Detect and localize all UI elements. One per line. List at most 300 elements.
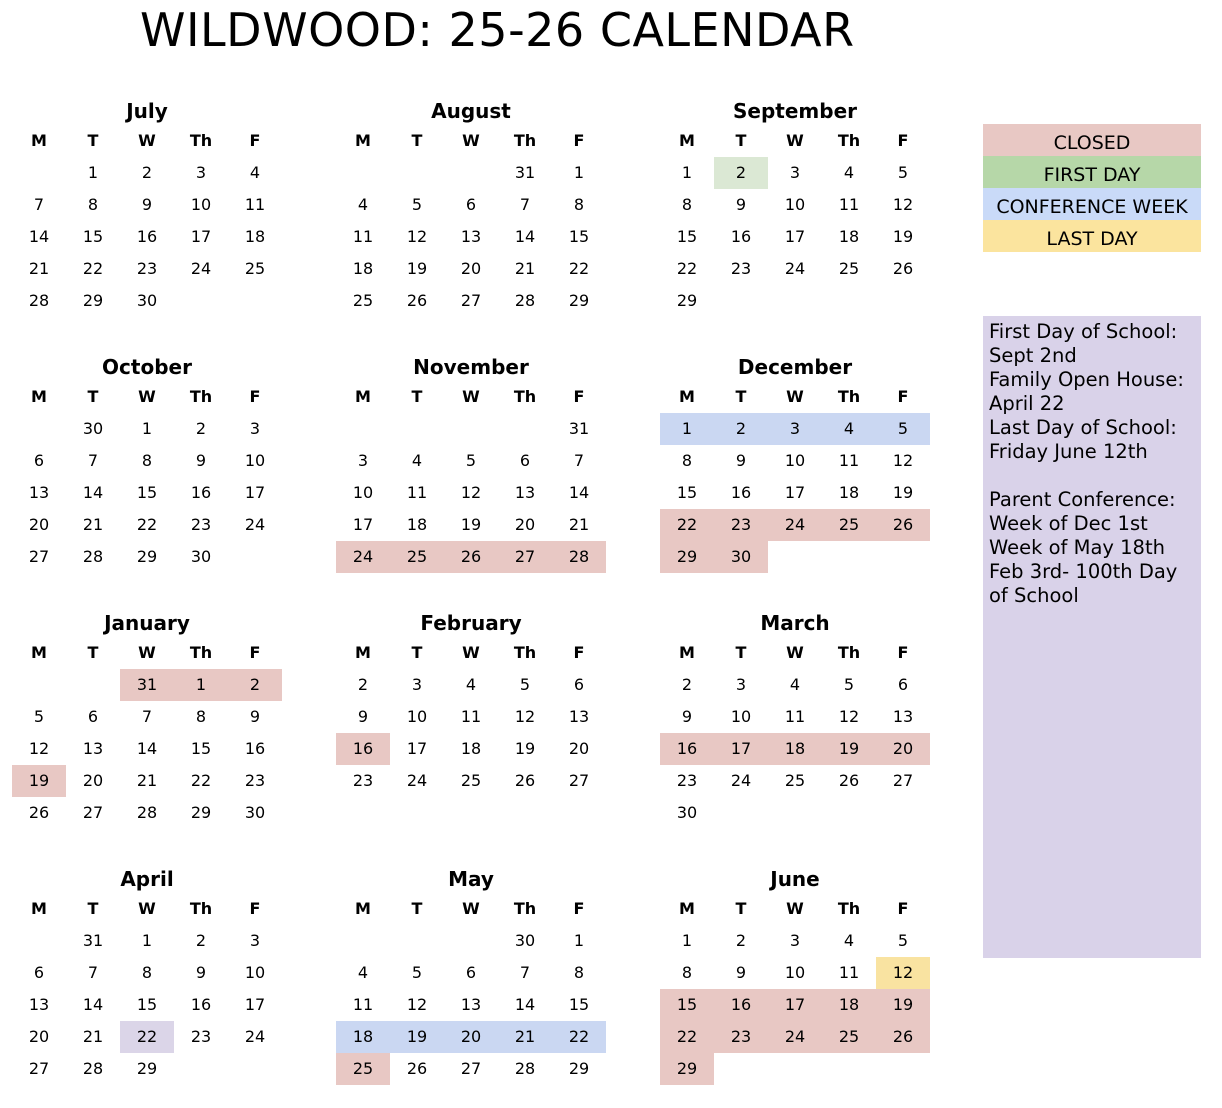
day-cell-closed: 17 bbox=[768, 989, 822, 1021]
month-april bbox=[12, 868, 282, 1108]
weekday-header: Th bbox=[837, 643, 861, 662]
day-cell: 20 bbox=[28, 1027, 50, 1046]
day-cell: 20 bbox=[460, 259, 482, 278]
day-cell: 18 bbox=[406, 515, 428, 534]
day-cell: 15 bbox=[190, 739, 212, 758]
day-cell-closed: 25 bbox=[336, 1053, 390, 1085]
day-cell-closed: 2 bbox=[228, 669, 282, 701]
day-cell: 9 bbox=[735, 451, 747, 470]
weekday-header: W bbox=[138, 643, 156, 662]
weekday-header: Th bbox=[513, 899, 537, 918]
weekday-header: Th bbox=[189, 387, 213, 406]
day-cell-conference: 18 bbox=[336, 1021, 390, 1053]
day-cell-conference: 4 bbox=[822, 413, 876, 445]
day-cell-closed: 16 bbox=[714, 989, 768, 1021]
day-cell-closed: 16 bbox=[660, 733, 714, 765]
day-cell: 5 bbox=[465, 451, 477, 470]
day-cell: 9 bbox=[141, 195, 153, 214]
day-cell: 8 bbox=[573, 963, 585, 982]
month-name: October bbox=[102, 355, 192, 379]
weekday-header: M bbox=[679, 387, 695, 406]
weekday-header: W bbox=[786, 899, 804, 918]
day-cell: 17 bbox=[352, 515, 374, 534]
weekday-header: Th bbox=[513, 387, 537, 406]
day-cell-closed: 25 bbox=[822, 1021, 876, 1053]
day-cell: 11 bbox=[406, 483, 428, 502]
day-cell-closed: 25 bbox=[390, 541, 444, 573]
day-cell-closed: 19 bbox=[12, 765, 66, 797]
day-cell: 2 bbox=[357, 675, 369, 694]
weekday-header: Th bbox=[837, 131, 861, 150]
weekday-header: Th bbox=[189, 131, 213, 150]
day-cell: 12 bbox=[460, 483, 482, 502]
day-cell: 14 bbox=[514, 995, 536, 1014]
day-cell: 7 bbox=[33, 195, 45, 214]
day-cell: 9 bbox=[249, 707, 261, 726]
day-cell: 26 bbox=[838, 771, 860, 790]
day-cell: 20 bbox=[82, 771, 104, 790]
weekday-header: M bbox=[31, 387, 47, 406]
day-cell: 8 bbox=[87, 195, 99, 214]
day-cell: 12 bbox=[28, 739, 50, 758]
day-cell: 12 bbox=[892, 195, 914, 214]
day-cell: 11 bbox=[352, 227, 374, 246]
day-cell: 22 bbox=[676, 259, 698, 278]
day-cell: 13 bbox=[514, 483, 536, 502]
day-cell-closed: 20 bbox=[876, 733, 930, 765]
note-line: First Day of School: bbox=[989, 320, 1178, 343]
weekday-header: T bbox=[735, 899, 747, 918]
note-line: Week of Dec 1st bbox=[989, 512, 1148, 535]
note-line: April 22 bbox=[989, 392, 1065, 415]
day-cell: 23 bbox=[352, 771, 374, 790]
day-cell: 3 bbox=[195, 163, 207, 182]
day-cell: 1 bbox=[573, 163, 585, 182]
weekday-header: W bbox=[462, 899, 480, 918]
day-cell: 7 bbox=[141, 707, 153, 726]
weekday-header: M bbox=[679, 131, 695, 150]
weekday-header: T bbox=[87, 643, 99, 662]
note-line: Week of May 18th bbox=[989, 536, 1165, 559]
day-cell: 5 bbox=[897, 931, 909, 950]
day-cell: 27 bbox=[460, 1059, 482, 1078]
day-cell: 15 bbox=[82, 227, 104, 246]
day-cell: 25 bbox=[244, 259, 266, 278]
day-cell: 21 bbox=[28, 259, 50, 278]
day-cell: 16 bbox=[190, 483, 212, 502]
day-cell: 2 bbox=[195, 419, 207, 438]
day-cell: 30 bbox=[676, 803, 698, 822]
month-name: April bbox=[120, 867, 174, 891]
weekday-header: W bbox=[786, 131, 804, 150]
day-cell: 12 bbox=[406, 995, 428, 1014]
month-name: August bbox=[431, 99, 511, 123]
month-name: September bbox=[733, 99, 857, 123]
day-cell: 31 bbox=[514, 163, 536, 182]
day-cell: 10 bbox=[784, 963, 806, 982]
weekday-header: W bbox=[462, 643, 480, 662]
day-cell: 3 bbox=[789, 163, 801, 182]
note-line: Feb 3rd- 100th Day bbox=[989, 560, 1178, 583]
day-cell-closed: 19 bbox=[822, 733, 876, 765]
day-cell-closed: 1 bbox=[174, 669, 228, 701]
day-cell: 23 bbox=[244, 771, 266, 790]
day-cell: 5 bbox=[843, 675, 855, 694]
weekday-header: F bbox=[249, 387, 261, 406]
day-cell-closed: 24 bbox=[768, 509, 822, 541]
weekday-header: T bbox=[735, 387, 747, 406]
day-cell: 16 bbox=[730, 227, 752, 246]
day-cell: 28 bbox=[514, 1059, 536, 1078]
day-cell: 15 bbox=[568, 995, 590, 1014]
weekday-header: F bbox=[249, 643, 261, 662]
day-cell: 10 bbox=[244, 963, 266, 982]
day-cell: 29 bbox=[190, 803, 212, 822]
day-cell: 8 bbox=[141, 451, 153, 470]
day-cell: 3 bbox=[249, 931, 261, 950]
day-cell: 19 bbox=[892, 227, 914, 246]
weekday-header: F bbox=[249, 131, 261, 150]
day-cell-closed: 23 bbox=[714, 1021, 768, 1053]
day-cell: 13 bbox=[28, 995, 50, 1014]
day-cell: 9 bbox=[735, 963, 747, 982]
day-cell: 3 bbox=[411, 675, 423, 694]
day-cell: 13 bbox=[568, 707, 590, 726]
day-cell: 23 bbox=[190, 1027, 212, 1046]
weekday-header: F bbox=[573, 131, 585, 150]
weekday-header: Th bbox=[837, 899, 861, 918]
day-cell: 5 bbox=[33, 707, 45, 726]
day-cell: 24 bbox=[190, 259, 212, 278]
day-cell: 5 bbox=[897, 163, 909, 182]
day-cell: 30 bbox=[244, 803, 266, 822]
day-cell-closed: 19 bbox=[876, 989, 930, 1021]
day-cell: 21 bbox=[568, 515, 590, 534]
month-name: January bbox=[104, 611, 190, 635]
day-cell: 1 bbox=[681, 931, 693, 950]
weekday-header: M bbox=[31, 899, 47, 918]
day-cell: 10 bbox=[406, 707, 428, 726]
day-cell: 29 bbox=[676, 291, 698, 310]
day-cell: 21 bbox=[136, 771, 158, 790]
day-cell: 20 bbox=[514, 515, 536, 534]
page-title: WILDWOOD: 25-26 CALENDAR bbox=[140, 3, 855, 57]
day-cell: 18 bbox=[838, 227, 860, 246]
day-cell: 25 bbox=[352, 291, 374, 310]
day-cell: 27 bbox=[460, 291, 482, 310]
day-cell: 14 bbox=[568, 483, 590, 502]
day-cell: 8 bbox=[681, 963, 693, 982]
day-cell: 10 bbox=[730, 707, 752, 726]
day-cell: 3 bbox=[735, 675, 747, 694]
day-cell: 2 bbox=[735, 931, 747, 950]
day-cell: 14 bbox=[28, 227, 50, 246]
weekday-header: F bbox=[249, 899, 261, 918]
day-cell: 11 bbox=[838, 963, 860, 982]
day-cell-closed: 26 bbox=[444, 541, 498, 573]
day-cell: 4 bbox=[465, 675, 477, 694]
day-cell: 13 bbox=[82, 739, 104, 758]
day-cell-closed: 18 bbox=[822, 989, 876, 1021]
notes-panel bbox=[983, 316, 1201, 958]
legend-item-last-day: LAST DAY bbox=[983, 220, 1201, 252]
weekday-header: T bbox=[735, 131, 747, 150]
day-cell-closed: 30 bbox=[714, 541, 768, 573]
weekday-header: Th bbox=[189, 899, 213, 918]
day-cell: 20 bbox=[568, 739, 590, 758]
weekday-header: F bbox=[897, 899, 909, 918]
day-cell: 23 bbox=[190, 515, 212, 534]
day-cell: 5 bbox=[411, 963, 423, 982]
day-cell: 17 bbox=[190, 227, 212, 246]
note-line: Friday June 12th bbox=[989, 440, 1148, 463]
day-cell: 23 bbox=[676, 771, 698, 790]
day-cell: 13 bbox=[28, 483, 50, 502]
day-cell-closed: 24 bbox=[768, 1021, 822, 1053]
day-cell: 6 bbox=[33, 963, 45, 982]
weekday-header: T bbox=[411, 899, 423, 918]
note-line: Parent Conference: bbox=[989, 488, 1176, 511]
day-cell: 4 bbox=[249, 163, 261, 182]
day-cell: 9 bbox=[195, 963, 207, 982]
day-cell-conference: 21 bbox=[498, 1021, 552, 1053]
day-cell: 9 bbox=[357, 707, 369, 726]
day-cell-closed: 22 bbox=[660, 509, 714, 541]
month-august bbox=[336, 100, 606, 340]
day-cell-conference: 20 bbox=[444, 1021, 498, 1053]
day-cell-closed: 27 bbox=[498, 541, 552, 573]
day-cell: 21 bbox=[82, 1027, 104, 1046]
day-cell: 27 bbox=[28, 1059, 50, 1078]
day-cell: 3 bbox=[357, 451, 369, 470]
day-cell: 11 bbox=[838, 195, 860, 214]
day-cell: 18 bbox=[352, 259, 374, 278]
month-name: December bbox=[737, 355, 853, 379]
weekday-header: M bbox=[355, 643, 371, 662]
day-cell: 28 bbox=[82, 1059, 104, 1078]
day-cell: 22 bbox=[82, 259, 104, 278]
day-cell: 27 bbox=[892, 771, 914, 790]
day-cell: 15 bbox=[676, 227, 698, 246]
day-cell: 19 bbox=[514, 739, 536, 758]
day-cell: 5 bbox=[411, 195, 423, 214]
day-cell: 15 bbox=[136, 995, 158, 1014]
day-cell: 6 bbox=[465, 195, 477, 214]
day-cell: 24 bbox=[244, 1027, 266, 1046]
day-cell: 29 bbox=[136, 1059, 158, 1078]
day-cell-closed: 31 bbox=[120, 669, 174, 701]
weekday-header: F bbox=[573, 899, 585, 918]
day-cell-closed: 28 bbox=[552, 541, 606, 573]
weekday-header: W bbox=[138, 899, 156, 918]
day-cell: 4 bbox=[789, 675, 801, 694]
day-cell: 26 bbox=[892, 259, 914, 278]
day-cell: 16 bbox=[190, 995, 212, 1014]
day-cell-first-day: 2 bbox=[714, 157, 768, 189]
weekday-header: M bbox=[31, 131, 47, 150]
day-cell: 17 bbox=[244, 483, 266, 502]
month-name: February bbox=[420, 611, 522, 635]
day-cell: 19 bbox=[460, 515, 482, 534]
weekday-header: M bbox=[355, 387, 371, 406]
day-cell: 6 bbox=[465, 963, 477, 982]
day-cell: 31 bbox=[568, 419, 590, 438]
day-cell: 26 bbox=[514, 771, 536, 790]
day-cell: 21 bbox=[82, 515, 104, 534]
day-cell: 30 bbox=[82, 419, 104, 438]
weekday-header: T bbox=[87, 131, 99, 150]
note-line: Last Day of School: bbox=[989, 416, 1177, 439]
day-cell: 23 bbox=[136, 259, 158, 278]
day-cell: 4 bbox=[357, 963, 369, 982]
note-line: of School bbox=[989, 584, 1079, 607]
day-cell: 22 bbox=[568, 259, 590, 278]
day-cell: 28 bbox=[136, 803, 158, 822]
weekday-header: T bbox=[87, 387, 99, 406]
day-cell: 2 bbox=[195, 931, 207, 950]
day-cell: 16 bbox=[244, 739, 266, 758]
weekday-header: F bbox=[897, 131, 909, 150]
day-cell: 6 bbox=[87, 707, 99, 726]
legend-item-closed: CLOSED bbox=[983, 124, 1201, 156]
day-cell: 13 bbox=[460, 227, 482, 246]
day-cell: 9 bbox=[735, 195, 747, 214]
day-cell-conference: 3 bbox=[768, 413, 822, 445]
month-december bbox=[660, 356, 930, 596]
day-cell: 18 bbox=[244, 227, 266, 246]
day-cell: 4 bbox=[411, 451, 423, 470]
day-cell: 25 bbox=[784, 771, 806, 790]
day-cell: 4 bbox=[843, 931, 855, 950]
day-cell: 14 bbox=[136, 739, 158, 758]
day-cell: 7 bbox=[573, 451, 585, 470]
day-cell: 17 bbox=[406, 739, 428, 758]
day-cell: 11 bbox=[352, 995, 374, 1014]
day-cell: 26 bbox=[28, 803, 50, 822]
day-cell: 12 bbox=[892, 451, 914, 470]
month-name: May bbox=[448, 867, 494, 891]
day-cell-closed: 29 bbox=[660, 1053, 714, 1085]
day-cell: 6 bbox=[519, 451, 531, 470]
day-cell: 19 bbox=[892, 483, 914, 502]
day-cell: 21 bbox=[514, 259, 536, 278]
day-cell-conference: 5 bbox=[876, 413, 930, 445]
month-name: March bbox=[760, 611, 830, 635]
day-cell: 17 bbox=[244, 995, 266, 1014]
day-cell: 23 bbox=[730, 259, 752, 278]
day-cell: 14 bbox=[82, 483, 104, 502]
day-cell: 18 bbox=[460, 739, 482, 758]
day-cell: 9 bbox=[195, 451, 207, 470]
day-cell-conference: 19 bbox=[390, 1021, 444, 1053]
weekday-header: T bbox=[411, 387, 423, 406]
weekday-header: Th bbox=[837, 387, 861, 406]
day-cell: 16 bbox=[730, 483, 752, 502]
day-cell: 8 bbox=[573, 195, 585, 214]
day-cell: 4 bbox=[357, 195, 369, 214]
weekday-header: F bbox=[897, 643, 909, 662]
day-cell-last-day: 12 bbox=[876, 957, 930, 989]
day-cell: 24 bbox=[730, 771, 752, 790]
day-cell: 7 bbox=[87, 451, 99, 470]
day-cell: 30 bbox=[514, 931, 536, 950]
day-cell: 31 bbox=[82, 931, 104, 950]
day-cell: 12 bbox=[406, 227, 428, 246]
weekday-header: W bbox=[462, 387, 480, 406]
day-cell-closed: 15 bbox=[660, 989, 714, 1021]
day-cell: 26 bbox=[406, 1059, 428, 1078]
day-cell: 27 bbox=[568, 771, 590, 790]
day-cell-conference: 1 bbox=[660, 413, 714, 445]
day-cell: 3 bbox=[249, 419, 261, 438]
day-cell: 9 bbox=[681, 707, 693, 726]
month-july bbox=[12, 100, 282, 340]
day-cell: 30 bbox=[136, 291, 158, 310]
legend-item-conference-week: CONFERENCE WEEK bbox=[983, 188, 1201, 220]
day-cell-closed: 18 bbox=[768, 733, 822, 765]
month-name: June bbox=[770, 867, 820, 891]
note-line: Family Open House: bbox=[989, 368, 1184, 391]
day-cell: 18 bbox=[838, 483, 860, 502]
month-february bbox=[336, 612, 606, 852]
weekday-header: Th bbox=[189, 643, 213, 662]
day-cell: 3 bbox=[789, 931, 801, 950]
month-january bbox=[12, 612, 282, 852]
weekday-header: F bbox=[573, 643, 585, 662]
weekday-header: T bbox=[411, 643, 423, 662]
day-cell: 6 bbox=[573, 675, 585, 694]
month-october bbox=[12, 356, 282, 596]
day-cell: 8 bbox=[681, 451, 693, 470]
month-september bbox=[660, 100, 930, 340]
day-cell: 29 bbox=[136, 547, 158, 566]
legend bbox=[983, 124, 1201, 252]
month-november bbox=[336, 356, 606, 596]
weekday-header: T bbox=[411, 131, 423, 150]
day-cell-closed: 22 bbox=[660, 1021, 714, 1053]
day-cell: 5 bbox=[519, 675, 531, 694]
day-cell: 17 bbox=[784, 227, 806, 246]
day-cell-open-house: 22 bbox=[120, 1021, 174, 1053]
weekday-header: M bbox=[679, 899, 695, 918]
day-cell-closed: 26 bbox=[876, 1021, 930, 1053]
day-cell: 11 bbox=[838, 451, 860, 470]
day-cell: 1 bbox=[573, 931, 585, 950]
day-cell: 14 bbox=[82, 995, 104, 1014]
weekday-header: Th bbox=[513, 643, 537, 662]
day-cell: 29 bbox=[568, 291, 590, 310]
day-cell: 8 bbox=[681, 195, 693, 214]
day-cell: 11 bbox=[784, 707, 806, 726]
day-cell-closed: 29 bbox=[660, 541, 714, 573]
day-cell: 27 bbox=[28, 547, 50, 566]
day-cell: 10 bbox=[190, 195, 212, 214]
day-cell-closed: 25 bbox=[822, 509, 876, 541]
day-cell: 12 bbox=[514, 707, 536, 726]
day-cell: 1 bbox=[141, 931, 153, 950]
legend-item-first-day: FIRST DAY bbox=[983, 156, 1201, 188]
day-cell-closed: 17 bbox=[714, 733, 768, 765]
day-cell: 7 bbox=[519, 195, 531, 214]
month-may bbox=[336, 868, 606, 1108]
day-cell: 13 bbox=[892, 707, 914, 726]
day-cell: 6 bbox=[897, 675, 909, 694]
weekday-header: T bbox=[87, 899, 99, 918]
weekday-header: W bbox=[138, 131, 156, 150]
day-cell: 10 bbox=[784, 195, 806, 214]
weekday-header: F bbox=[573, 387, 585, 406]
month-name: November bbox=[413, 355, 529, 379]
